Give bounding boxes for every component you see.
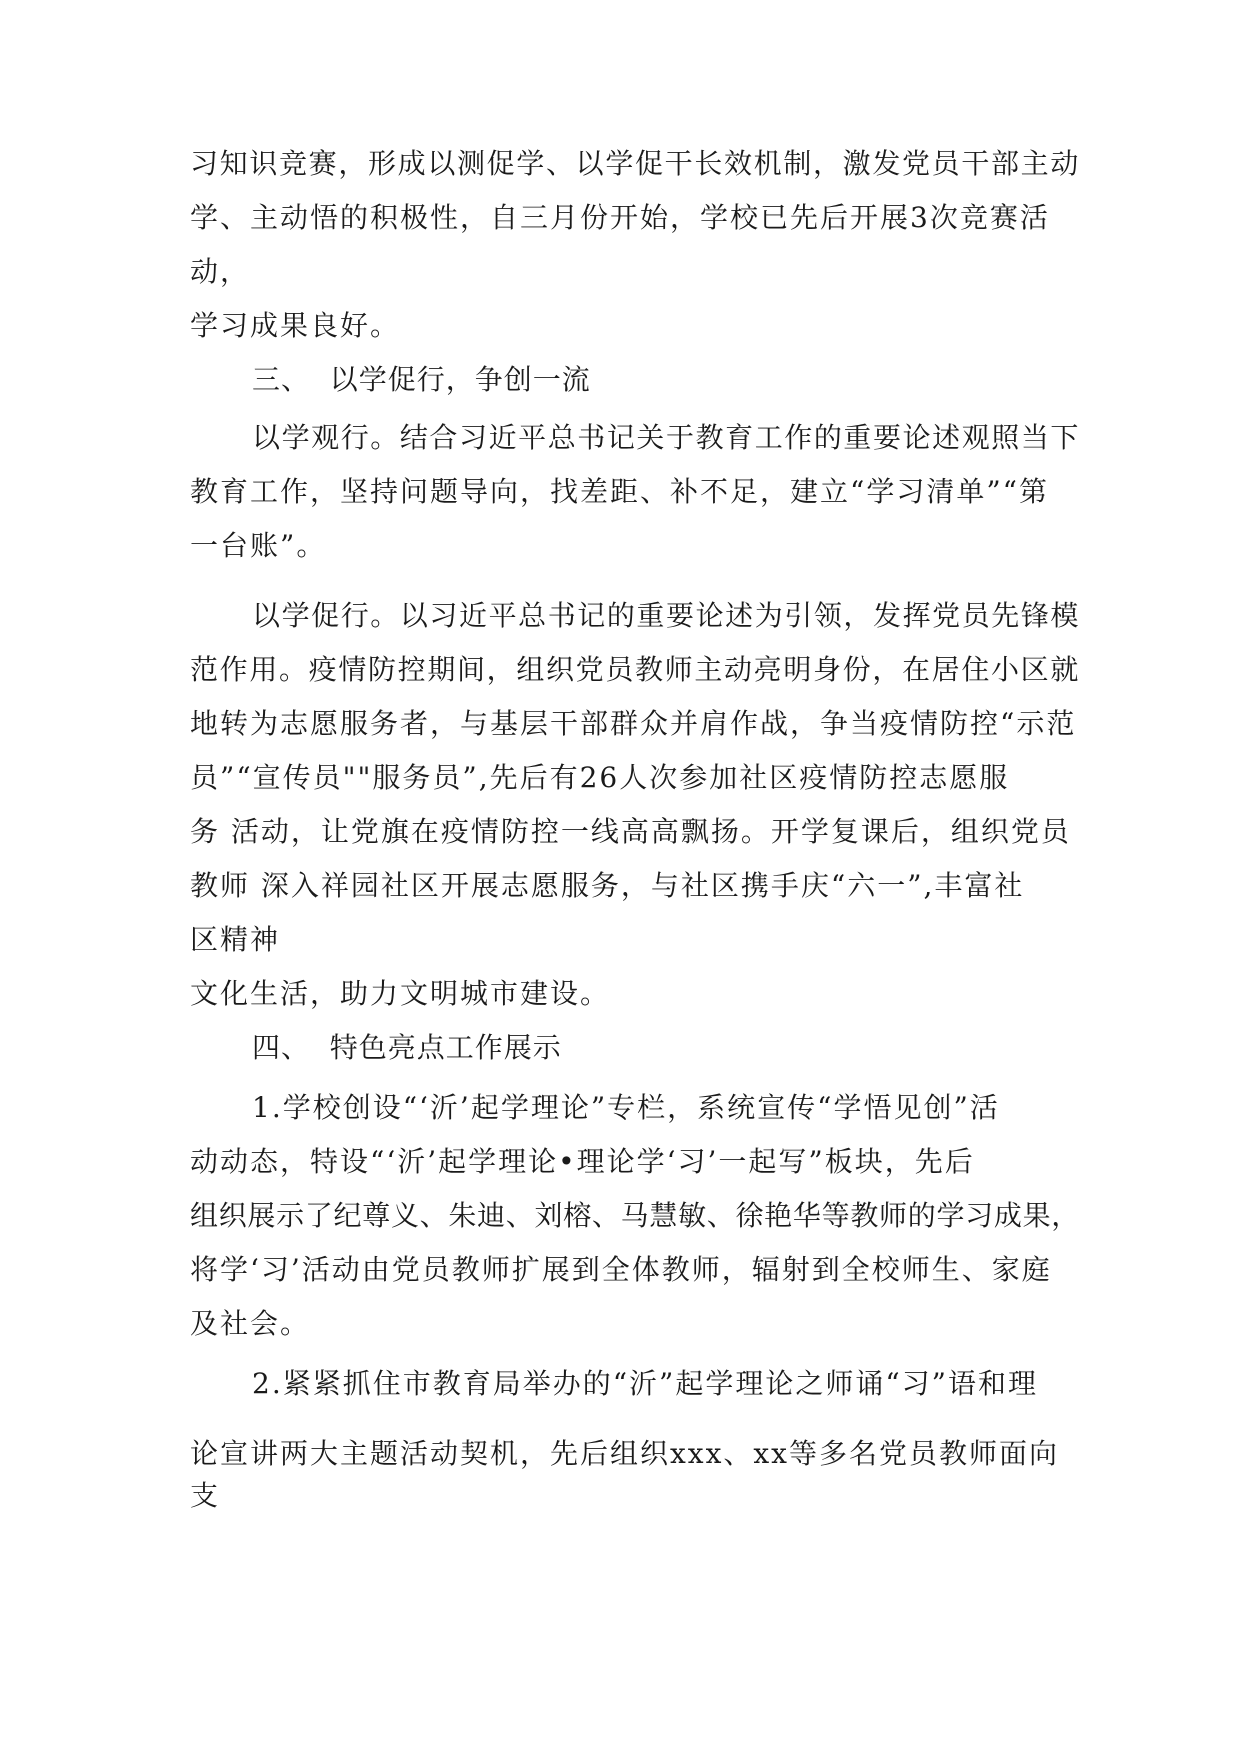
section-heading-3: 三、 以学促行，争创一流 <box>252 363 591 396</box>
text-line: 组织展示了纪尊义、朱迪、刘榕、马慧敏、徐艳华等教师的学习成果， <box>190 1199 1081 1232</box>
text-line: 教师 深入祥园社区开展志愿服务，与社区携手庆“六一”,丰富社 <box>190 869 1025 902</box>
text-line: 学、主动悟的积极性，自三月份开始，学校已先后开展3次竞赛活 <box>190 201 1050 234</box>
text-line: 范作用。疫情防控期间，组织党员教师主动亮明身份，在居住小区就 <box>190 653 1081 686</box>
text-line: 学习成果良好。 <box>190 309 401 342</box>
text-line: 地转为志愿服务者，与基层干部群众并肩作战，争当疫情防控“示范 <box>190 707 1077 740</box>
text-line: 员”“宣传员""服务员”,先后有26人次参加社区疫情防控志愿服 <box>190 761 1010 794</box>
text-line: 务 活动，让党旗在疫情防控一线高高飘扬。开学复课后，组织党员 <box>190 815 1071 848</box>
text-line: 习知识竞赛，形成以测促学、以学促干长效机制，激发党员干部主动 <box>190 147 1081 180</box>
text-line: 支 <box>190 1479 221 1512</box>
text-line: 文化生活，助力文明城市建设。 <box>190 977 611 1010</box>
text-line: 区精神 <box>190 923 281 956</box>
section-heading-4: 四、 特色亮点工作展示 <box>252 1031 562 1064</box>
text-line: 以学促行。以习近平总书记的重要论述为引领，发挥党员先锋模 <box>252 599 1081 632</box>
text-line: 以学观行。结合习近平总书记关于教育工作的重要论述观照当下 <box>252 421 1081 454</box>
text-line: 动动态，特设“‘沂’起学理论•理论学‘习’一起写”板块，先后 <box>190 1145 975 1178</box>
text-line: 2.紧紧抓住市教育局举办的“沂”起学理论之师诵“习”语和理 <box>252 1367 1038 1400</box>
text-line: 一台账”。 <box>190 529 327 562</box>
text-line: 动， <box>190 255 251 288</box>
text-line: 1.学校创设“‘沂’起学理论”专栏，系统宣传“学悟见创”活 <box>252 1091 1000 1124</box>
text-line: 将学‘习’活动由党员教师扩展到全体教师，辐射到全校师生、家庭 <box>190 1253 1052 1286</box>
text-line: 教育工作，坚持问题导向，找差距、补不足，建立“学习清单”“第 <box>190 475 1049 508</box>
text-line: 及社会。 <box>190 1307 311 1340</box>
text-line: 论宣讲两大主题活动契机，先后组织xxx、xx等多名党员教师面向 <box>190 1437 1059 1470</box>
